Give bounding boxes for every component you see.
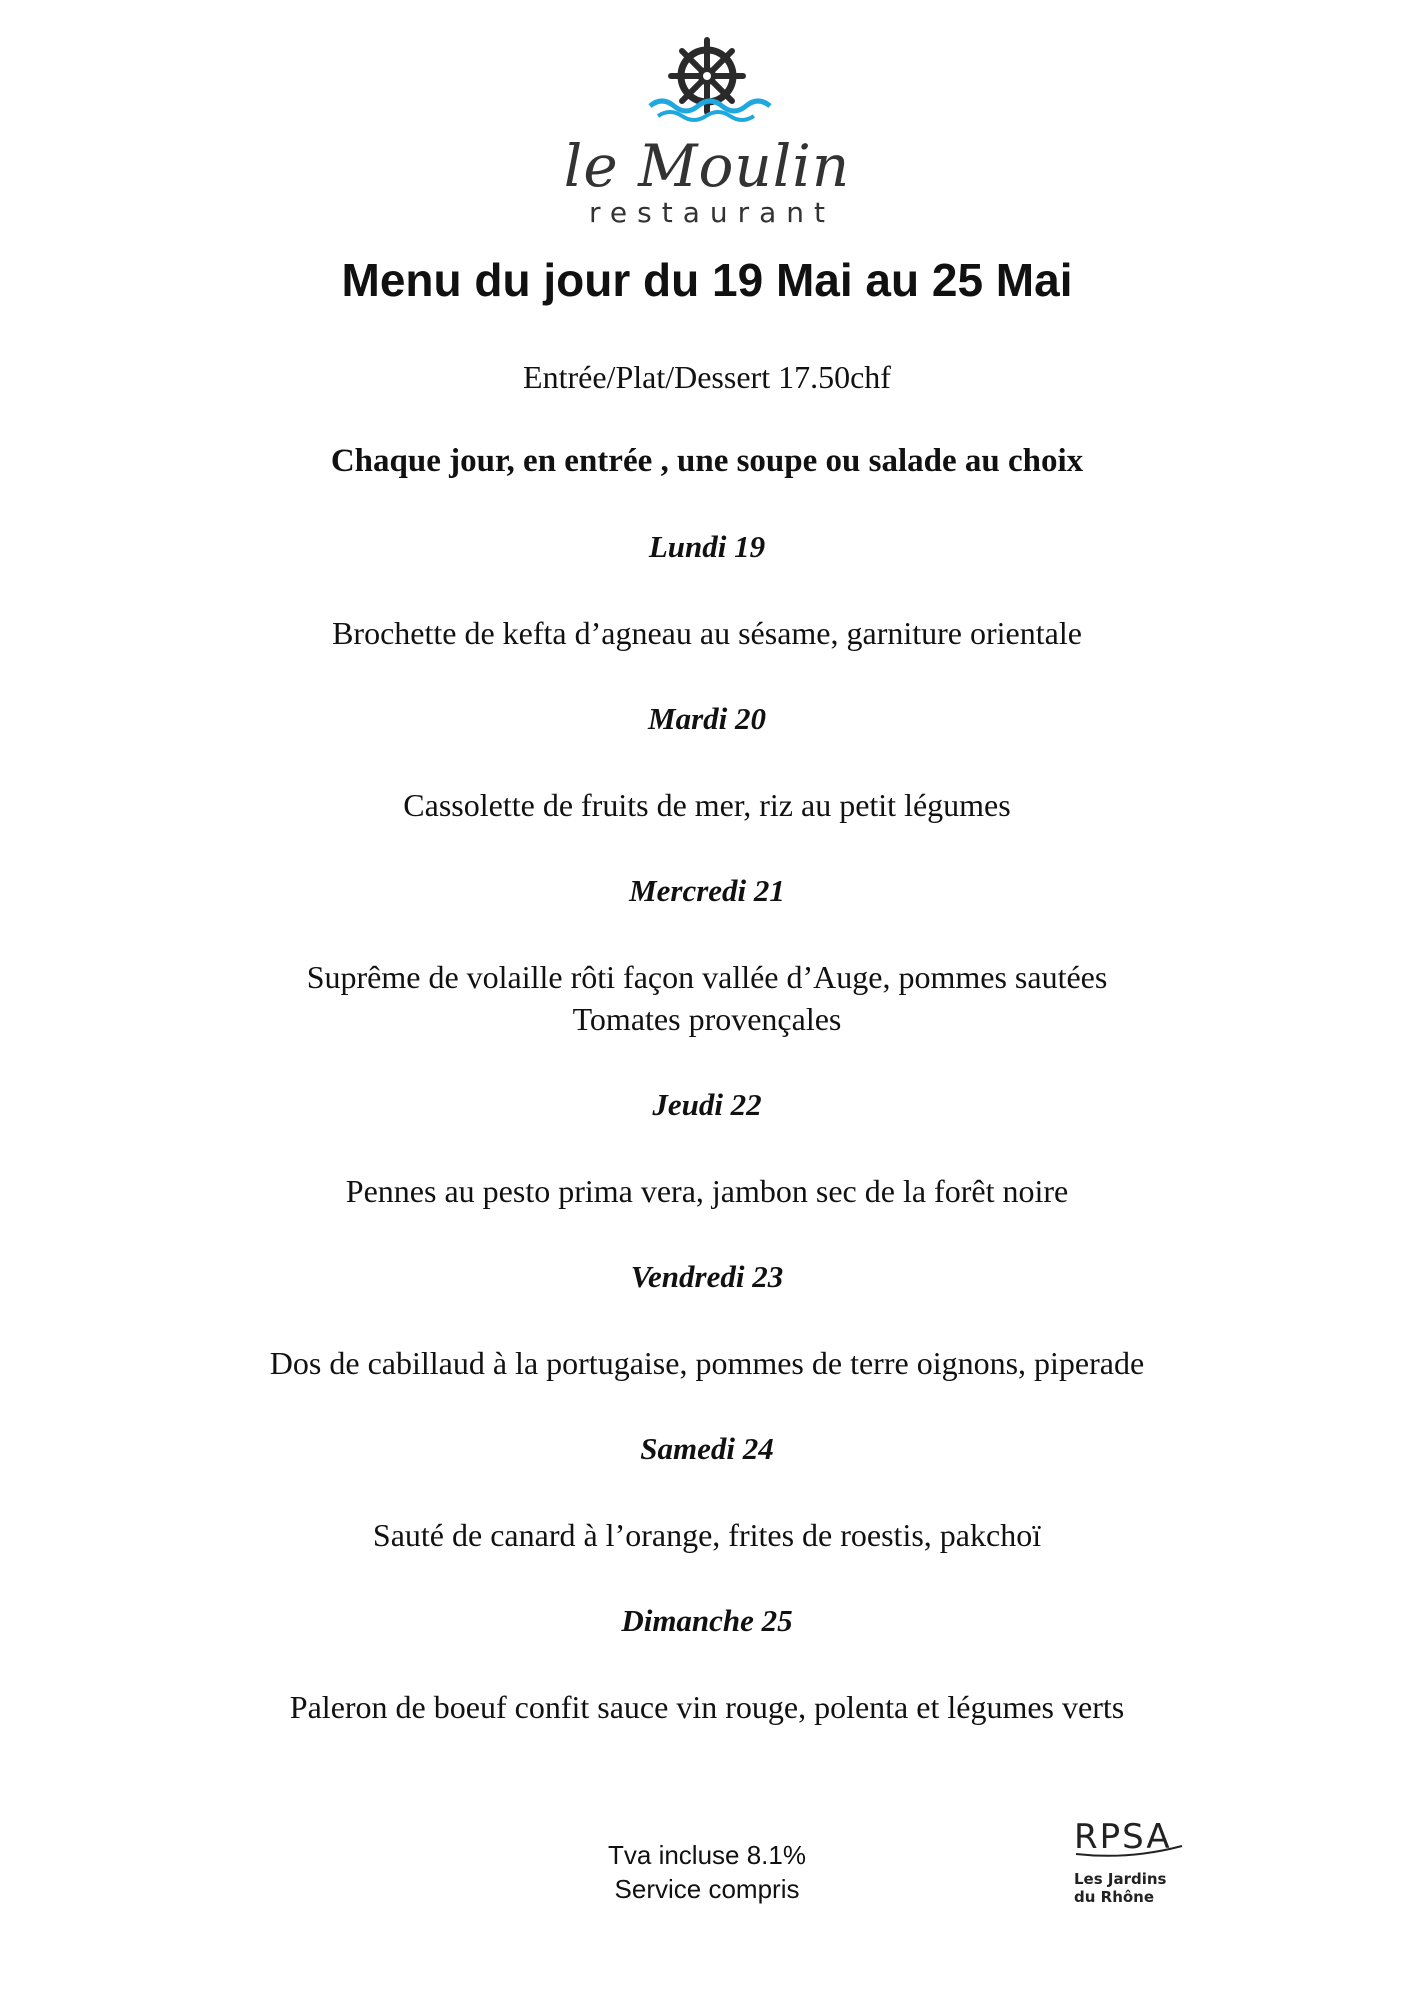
dish-wednesday-line2: Tomates provençales: [572, 1001, 842, 1037]
dish-monday: Brochette de kefta d’agneau au sésame, garniture orientale: [332, 615, 1082, 651]
day-heading-monday: Lundi 19: [648, 529, 766, 564]
day-heading-thursday: Jeudi 22: [652, 1087, 762, 1122]
dish-friday: Dos de cabillaud à la portugaise, pommes de terre oignons, piperade: [269, 1345, 1145, 1381]
logo-brand: le Moulin: [563, 132, 851, 200]
price-line: Entrée/Plat/Dessert 17.50chf: [523, 359, 891, 395]
day-heading-sunday: Dimanche 25: [621, 1603, 793, 1638]
daily-note: Chaque jour, en entrée , une soupe ou salade au choix: [330, 443, 1084, 479]
day-heading-friday: Vendredi 23: [630, 1259, 784, 1294]
dish-sunday: Paleron de boeuf confit sauce vin rouge, polenta et légumes verts: [289, 1689, 1125, 1725]
page-title: Menu du jour du 19 Mai au 25 Mai: [341, 254, 1073, 306]
service-note: Service compris: [614, 1874, 800, 1904]
day-heading-wednesday: Mercredi 21: [629, 873, 785, 908]
logo-subtitle: restaurant: [589, 196, 835, 229]
dish-thursday: Pennes au pesto prima vera, jambon sec de la forêt noire: [345, 1173, 1069, 1209]
restaurant-logo: [0, 36, 1414, 228]
dish-tuesday: Cassolette de fruits de mer, riz au petit légumes: [403, 787, 1011, 823]
partner-line2: du Rhône: [1074, 1888, 1155, 1906]
day-heading-saturday: Samedi 24: [640, 1431, 774, 1466]
vat-note: Tva incluse 8.1%: [608, 1840, 806, 1870]
dish-wednesday: Suprême de volaille rôti façon vallée d’Auge, pommes sautées: [306, 959, 1108, 995]
day-heading-tuesday: Mardi 20: [648, 701, 766, 736]
ship-wheel-icon: [642, 36, 772, 126]
partner-mark-text: RPSA: [1074, 1817, 1172, 1857]
swoosh-icon: [1074, 1844, 1184, 1858]
partner-logo: [1074, 1818, 1214, 1906]
dish-saturday: Sauté de canard à l’orange, frites de roestis, pakchoï: [372, 1517, 1042, 1553]
partner-mark: [1074, 1818, 1214, 1856]
partner-line1: Les Jardins: [1074, 1870, 1167, 1888]
